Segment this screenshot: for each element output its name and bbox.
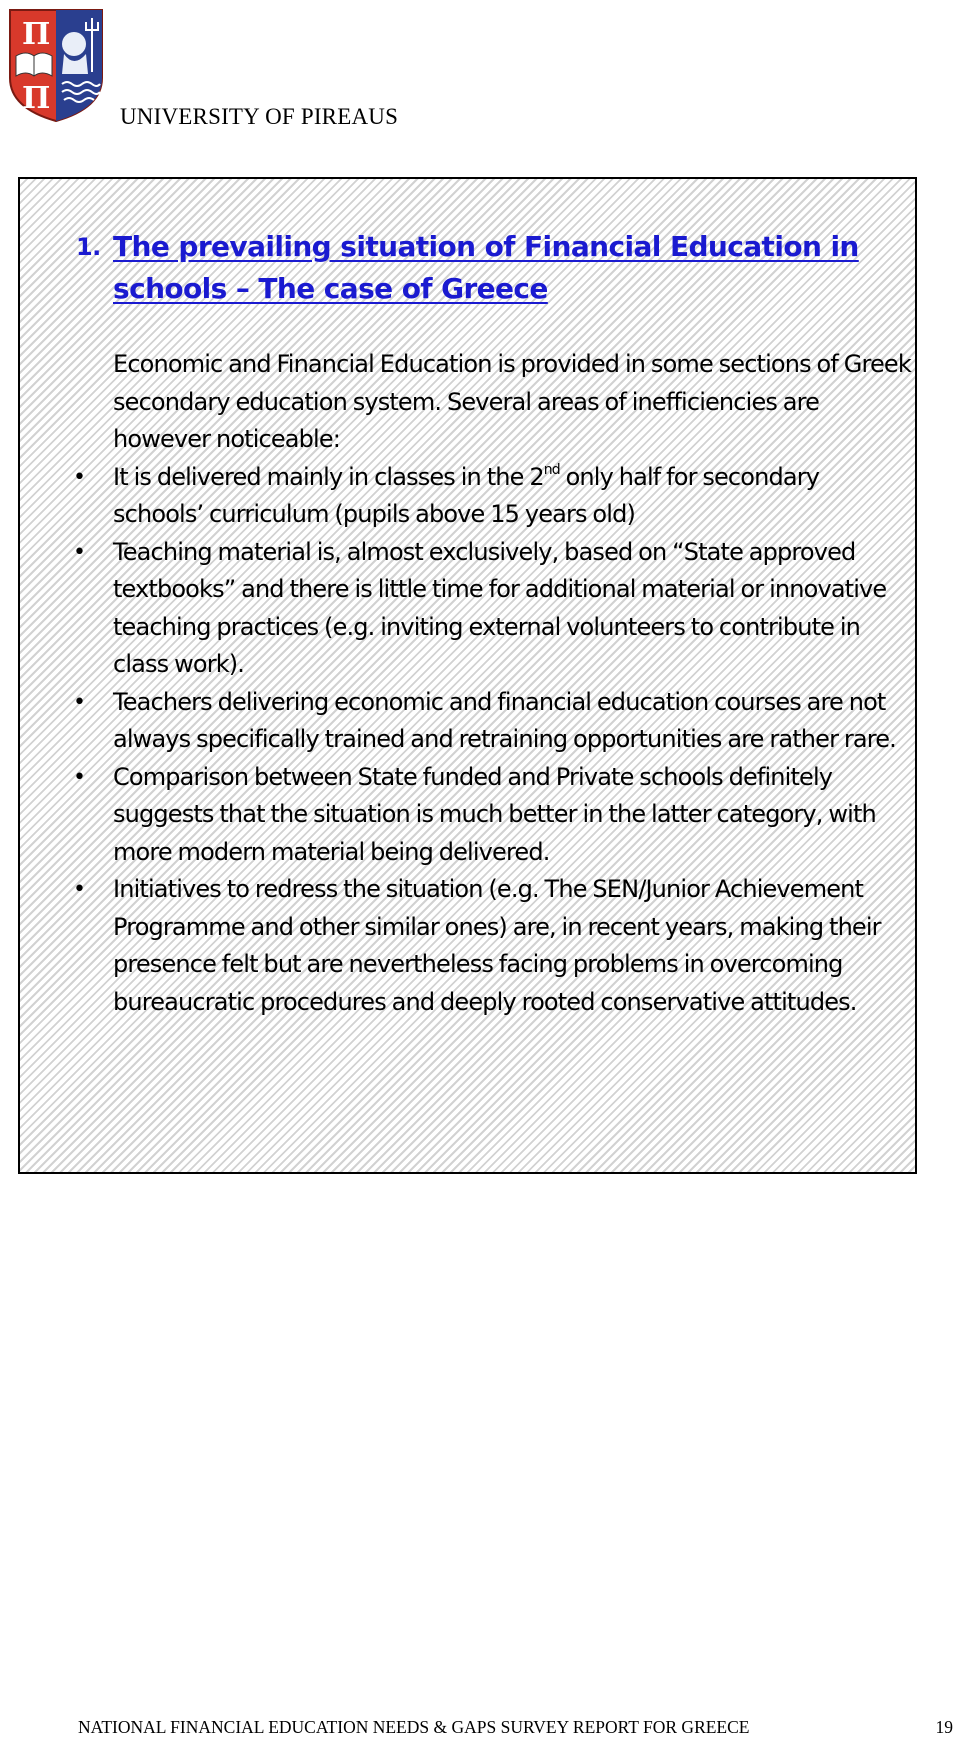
intro-paragraph: Economic and Financial Education is provided in some sections of Greek secondary education system. Several areas of inefficiencies are however noticeable: bbox=[113, 350, 911, 453]
list-item-text-before: It is delivered mainly in classes in the 2 bbox=[113, 462, 544, 491]
bullet-list bbox=[73, 459, 913, 1022]
list-item-superscript: nd bbox=[543, 461, 560, 478]
list-item-text: Initiatives to redress the situation (e.g. The SEN/Junior Achievement Programme and other similar ones) are, in recent years, making their presence felt but are nevertheless facing problems in overcoming bureaucratic procedures and deeply rooted conservative attitudes. bbox=[113, 875, 881, 1016]
list-item bbox=[73, 534, 913, 684]
university-of-piraeus-crest-icon bbox=[8, 8, 104, 123]
list-item-text-after: only half for secondary schools’ curriculum (pupils above 15 years old) bbox=[113, 462, 820, 528]
bullet-icon: • bbox=[73, 764, 86, 790]
university-logo bbox=[8, 8, 104, 123]
bullet-icon: • bbox=[73, 689, 86, 715]
section-heading bbox=[76, 226, 876, 310]
page-number: 19 bbox=[935, 1717, 953, 1737]
footer-report-title: NATIONAL FINANCIAL EDUCATION NEEDS & GAPS SURVEY REPORT FOR GREECE bbox=[78, 1717, 750, 1737]
list-item-text: Teachers delivering economic and financial education courses are not always specifically trained and retraining opportunities are rather rare. bbox=[113, 687, 896, 753]
section-title: The prevailing situation of Financial Education in schools – The case of Greece bbox=[113, 230, 859, 305]
section-number: 1. bbox=[76, 233, 101, 261]
svg-text:Π: Π bbox=[22, 17, 51, 52]
page-footer bbox=[78, 1717, 953, 1738]
bullet-icon: • bbox=[73, 464, 86, 490]
section-body bbox=[73, 346, 913, 1021]
content-box bbox=[18, 177, 917, 1174]
list-item bbox=[73, 684, 913, 759]
list-item bbox=[73, 459, 913, 534]
bullet-icon: • bbox=[73, 539, 86, 565]
list-item-text: Teaching material is, almost exclusively, based on “State approved textbooks” and there is little time for additional material or innovative teaching practices (e.g. inviting external volunteers to contribute in class work). bbox=[113, 537, 887, 678]
bullet-icon: • bbox=[73, 877, 86, 902]
university-name: UNIVERSITY OF PIREAUS bbox=[120, 104, 399, 129]
list-item-text: Comparison between State funded and Private schools definitely suggests that the situation is much better in the latter category, with more modern material being delivered. bbox=[113, 762, 876, 866]
list-item bbox=[73, 871, 913, 1021]
list-item bbox=[73, 759, 913, 872]
svg-text:Π: Π bbox=[22, 81, 51, 116]
